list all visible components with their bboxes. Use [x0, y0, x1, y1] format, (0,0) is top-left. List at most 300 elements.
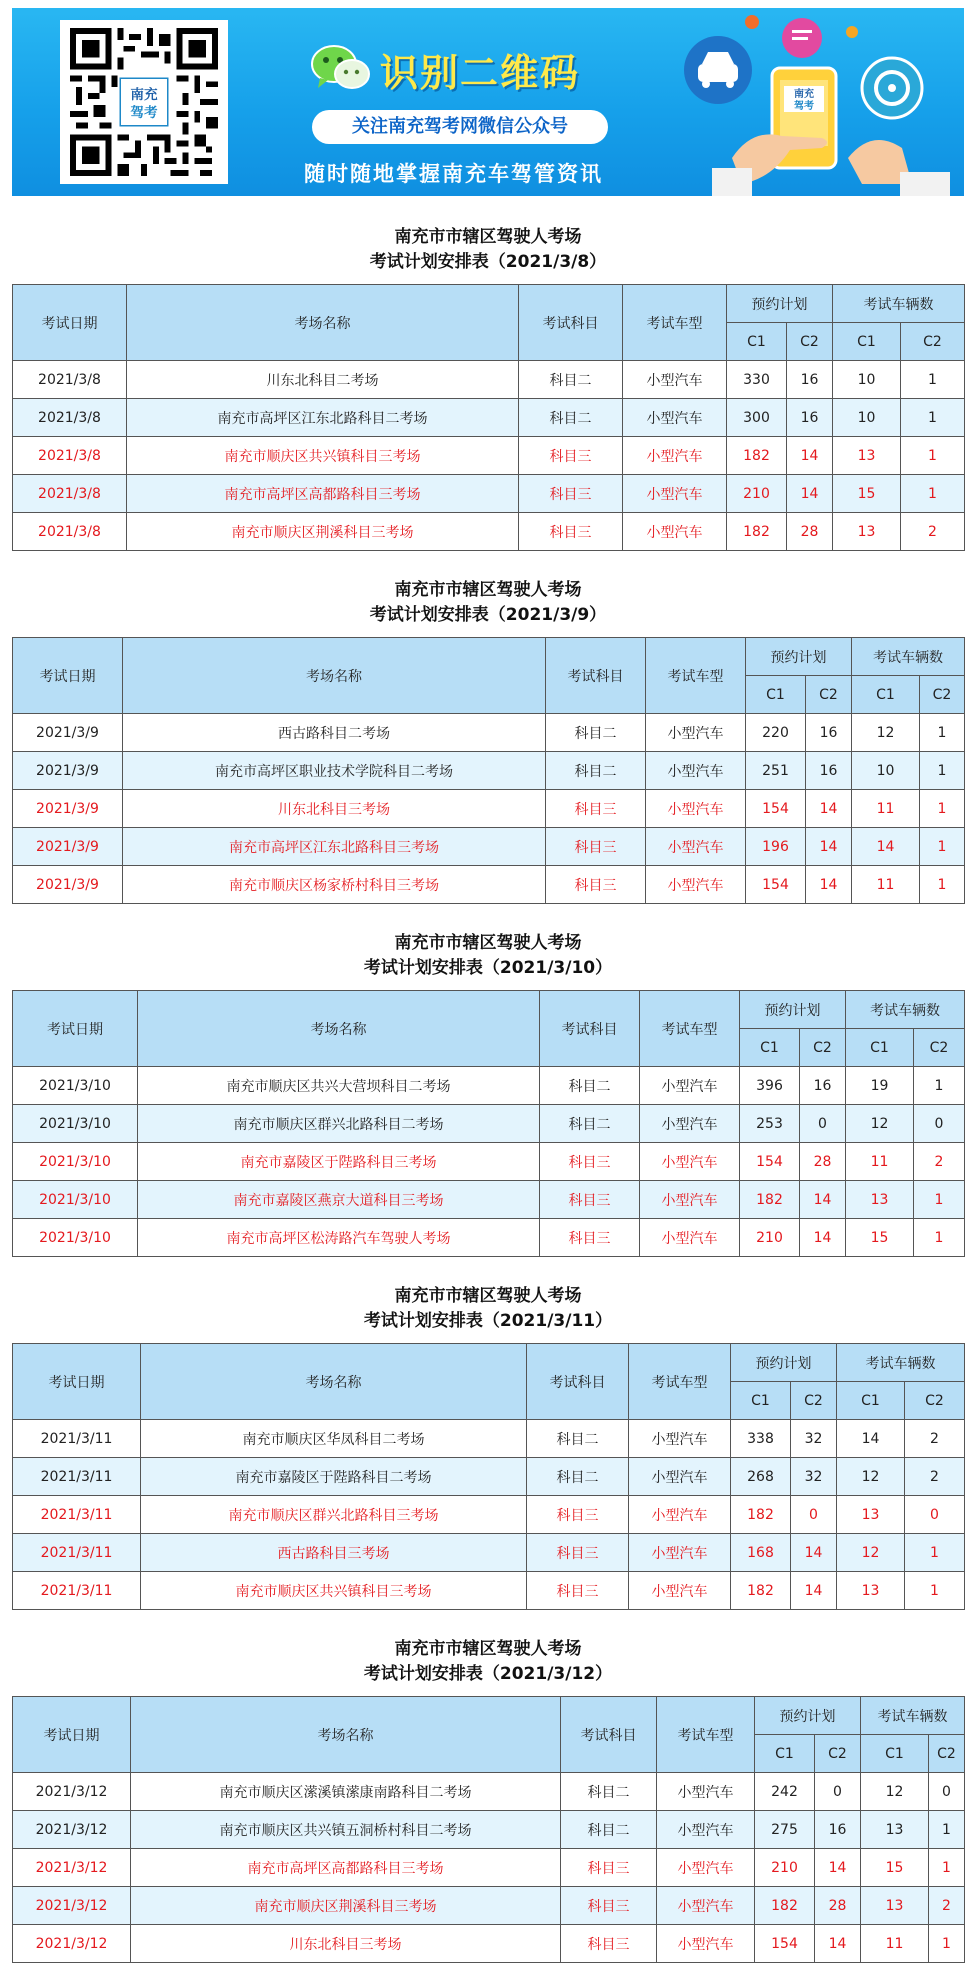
section-title-line1: 南充市市辖区驾驶人考场	[394, 1639, 582, 1659]
cell-cars-c2: 2	[901, 513, 965, 551]
cell-subject: 科目二	[527, 1420, 629, 1458]
cell-plan-c1: 220	[746, 714, 806, 752]
cell-cars-c1: 15	[833, 475, 901, 513]
cell-date: 2021/3/12	[13, 1887, 131, 1925]
cell-cars-c1: 13	[846, 1181, 914, 1219]
header-cars-c2: C2	[901, 323, 965, 361]
table-row	[13, 1458, 965, 1496]
cell-subject: 科目二	[561, 1773, 657, 1811]
cell-cars-c2: 1	[920, 828, 965, 866]
cell-subject: 科目三	[561, 1849, 657, 1887]
cell-date: 2021/3/8	[13, 513, 127, 551]
cell-venue: 南充市高坪区江东北路科目二考场	[127, 399, 519, 437]
cell-cars-c1: 13	[833, 437, 901, 475]
cell-cars-c2: 1	[905, 1534, 965, 1572]
cell-vehicle: 小型汽车	[640, 1219, 740, 1257]
cell-date: 2021/3/9	[13, 752, 123, 790]
cell-date: 2021/3/9	[13, 866, 123, 904]
cell-venue: 南充市顺庆区群兴北路科目三考场	[141, 1496, 527, 1534]
table-row	[13, 1067, 965, 1105]
table-row	[13, 361, 965, 399]
cell-cars-c2: 1	[901, 399, 965, 437]
cell-plan-c2: 16	[815, 1811, 861, 1849]
cell-plan-c1: 182	[727, 513, 787, 551]
table-row	[13, 1887, 965, 1925]
cell-plan-c2: 16	[787, 399, 833, 437]
table-row	[13, 1925, 965, 1963]
cell-venue: 南充市顺庆区荆溪科目三考场	[131, 1887, 561, 1925]
header-subject: 考试科目	[561, 1697, 657, 1773]
cell-venue: 南充市顺庆区华凤科目二考场	[141, 1420, 527, 1458]
cell-plan-c2: 16	[806, 714, 852, 752]
table-row	[13, 828, 965, 866]
header-plan-c1: C1	[727, 323, 787, 361]
table-row	[13, 1219, 965, 1257]
wechat-banner[interactable]	[12, 8, 964, 196]
wechat-icon	[310, 42, 372, 94]
cell-date: 2021/3/11	[13, 1458, 141, 1496]
table-row	[13, 1143, 965, 1181]
header-cars: 考试车辆数	[833, 285, 965, 323]
qr-code	[60, 20, 228, 184]
header-cars-c1: C1	[846, 1029, 914, 1067]
cell-date: 2021/3/10	[13, 1181, 138, 1219]
cell-venue: 南充市高坪区高都路科目三考场	[131, 1849, 561, 1887]
header-plan-c2: C2	[815, 1735, 861, 1773]
header-venue: 考场名称	[127, 285, 519, 361]
cell-plan-c1: 196	[746, 828, 806, 866]
header-vehicle: 考试车型	[657, 1697, 755, 1773]
cell-cars-c2: 1	[920, 866, 965, 904]
cell-cars-c2: 2	[929, 1887, 965, 1925]
cell-cars-c1: 13	[861, 1811, 929, 1849]
cell-venue: 西古路科目二考场	[123, 714, 546, 752]
cell-vehicle: 小型汽车	[646, 866, 746, 904]
cell-cars-c1: 15	[846, 1219, 914, 1257]
cell-vehicle: 小型汽车	[629, 1496, 731, 1534]
cell-plan-c2: 0	[791, 1496, 837, 1534]
schedule-section	[12, 1637, 964, 1963]
schedule-section	[12, 1284, 964, 1610]
cell-cars-c2: 0	[905, 1496, 965, 1534]
cell-cars-c2: 1	[901, 437, 965, 475]
header-cars-c1: C1	[861, 1735, 929, 1773]
cell-vehicle: 小型汽车	[657, 1849, 755, 1887]
cell-subject: 科目二	[546, 714, 646, 752]
cell-plan-c2: 28	[800, 1143, 846, 1181]
phone-logo-line2: 驾考	[794, 101, 814, 112]
cell-plan-c1: 300	[727, 399, 787, 437]
header-date: 考试日期	[13, 1344, 141, 1420]
cell-venue: 南充市高坪区职业技术学院科目二考场	[123, 752, 546, 790]
cell-subject: 科目二	[527, 1458, 629, 1496]
cell-vehicle: 小型汽车	[623, 475, 727, 513]
section-title-line1: 南充市市辖区驾驶人考场	[394, 1286, 582, 1306]
cell-cars-c2: 1	[901, 361, 965, 399]
header-venue: 考场名称	[138, 991, 540, 1067]
cell-venue: 南充市嘉陵区于陛路科目三考场	[138, 1143, 540, 1181]
table-row	[13, 752, 965, 790]
cell-plan-c2: 32	[791, 1420, 837, 1458]
cell-subject: 科目三	[540, 1181, 640, 1219]
cell-cars-c1: 13	[861, 1887, 929, 1925]
cell-cars-c2: 1	[920, 752, 965, 790]
cell-date: 2021/3/12	[13, 1925, 131, 1963]
header-plan: 预约计划	[755, 1697, 861, 1735]
cell-venue: 南充市高坪区高都路科目三考场	[127, 475, 519, 513]
cell-cars-c2: 1	[920, 790, 965, 828]
banner-title: 识别二维码	[380, 51, 581, 95]
cell-cars-c2: 1	[929, 1849, 965, 1887]
cell-plan-c1: 330	[727, 361, 787, 399]
cell-plan-c1: 182	[727, 437, 787, 475]
header-venue: 考场名称	[141, 1344, 527, 1420]
cell-date: 2021/3/10	[13, 1105, 138, 1143]
cell-venue: 南充市顺庆区共兴大营坝科目二考场	[138, 1067, 540, 1105]
header-plan-c1: C1	[740, 1029, 800, 1067]
header-plan-c1: C1	[731, 1382, 791, 1420]
cell-cars-c1: 13	[833, 513, 901, 551]
table-row	[13, 1496, 965, 1534]
cell-subject: 科目二	[519, 399, 623, 437]
header-cars-c1: C1	[837, 1382, 905, 1420]
cell-date: 2021/3/10	[13, 1143, 138, 1181]
cell-plan-c2: 32	[791, 1458, 837, 1496]
cell-plan-c2: 14	[791, 1572, 837, 1610]
cell-cars-c2: 0	[929, 1773, 965, 1811]
cell-vehicle: 小型汽车	[629, 1458, 731, 1496]
cell-date: 2021/3/9	[13, 828, 123, 866]
cell-cars-c1: 11	[852, 790, 920, 828]
cell-subject: 科目三	[546, 866, 646, 904]
cell-vehicle: 小型汽车	[623, 437, 727, 475]
table-row	[13, 475, 965, 513]
cell-date: 2021/3/8	[13, 475, 127, 513]
cell-vehicle: 小型汽车	[629, 1420, 731, 1458]
cell-date: 2021/3/12	[13, 1811, 131, 1849]
cell-date: 2021/3/12	[13, 1849, 131, 1887]
header-venue: 考场名称	[123, 638, 546, 714]
cell-plan-c2: 14	[791, 1534, 837, 1572]
cell-vehicle: 小型汽车	[646, 752, 746, 790]
header-venue: 考场名称	[131, 1697, 561, 1773]
cell-subject: 科目三	[519, 475, 623, 513]
cell-cars-c1: 14	[852, 828, 920, 866]
header-vehicle: 考试车型	[640, 991, 740, 1067]
cell-cars-c2: 1	[905, 1572, 965, 1610]
header-plan-c2: C2	[806, 676, 852, 714]
header-plan-c2: C2	[791, 1382, 837, 1420]
cell-plan-c2: 14	[800, 1181, 846, 1219]
cell-date: 2021/3/8	[13, 361, 127, 399]
cell-venue: 南充市顺庆区共兴镇科目三考场	[141, 1572, 527, 1610]
header-cars-c2: C2	[905, 1382, 965, 1420]
header-subject: 考试科目	[519, 285, 623, 361]
cell-cars-c1: 13	[837, 1572, 905, 1610]
qr-code-icon	[68, 28, 220, 176]
header-cars: 考试车辆数	[846, 991, 965, 1029]
header-cars-c2: C2	[929, 1735, 965, 1773]
header-plan-c2: C2	[800, 1029, 846, 1067]
cell-cars-c2: 1	[914, 1219, 965, 1257]
cell-vehicle: 小型汽车	[646, 714, 746, 752]
cell-venue: 西古路科目三考场	[141, 1534, 527, 1572]
cell-vehicle: 小型汽车	[657, 1887, 755, 1925]
cell-plan-c1: 251	[746, 752, 806, 790]
cell-vehicle: 小型汽车	[623, 399, 727, 437]
qr-logo-line1: 南充	[130, 87, 158, 104]
cell-venue: 川东北科目二考场	[127, 361, 519, 399]
cell-venue: 南充市高坪区松涛路汽车驾驶人考场	[138, 1219, 540, 1257]
cell-subject: 科目三	[527, 1496, 629, 1534]
cell-date: 2021/3/11	[13, 1496, 141, 1534]
table-row	[13, 1105, 965, 1143]
cell-cars-c1: 12	[837, 1458, 905, 1496]
cell-plan-c1: 182	[755, 1887, 815, 1925]
header-vehicle: 考试车型	[646, 638, 746, 714]
cell-subject: 科目二	[540, 1105, 640, 1143]
cell-cars-c1: 12	[852, 714, 920, 752]
cell-cars-c1: 15	[861, 1849, 929, 1887]
cell-subject: 科目二	[561, 1811, 657, 1849]
cell-cars-c1: 13	[837, 1496, 905, 1534]
cell-plan-c2: 14	[806, 866, 852, 904]
header-cars: 考试车辆数	[852, 638, 965, 676]
section-title-line2: 考试计划安排表（2021/3/9）	[369, 605, 607, 625]
header-date: 考试日期	[13, 285, 127, 361]
cell-plan-c2: 16	[806, 752, 852, 790]
chat-icon	[782, 18, 822, 58]
cell-plan-c1: 396	[740, 1067, 800, 1105]
cell-cars-c2: 2	[914, 1143, 965, 1181]
header-cars-c1: C1	[852, 676, 920, 714]
cell-plan-c1: 275	[755, 1811, 815, 1849]
cell-plan-c1: 210	[727, 475, 787, 513]
cell-cars-c2: 1	[929, 1811, 965, 1849]
section-title-line1: 南充市市辖区驾驶人考场	[394, 580, 582, 600]
cell-vehicle: 小型汽车	[640, 1143, 740, 1181]
section-title-line2: 考试计划安排表（2021/3/12）	[363, 1664, 613, 1684]
cell-plan-c1: 253	[740, 1105, 800, 1143]
cell-cars-c1: 11	[852, 866, 920, 904]
cell-cars-c1: 11	[861, 1925, 929, 1963]
car-icon	[684, 36, 752, 104]
banner-follow-pill: 关注南充驾考网微信公众号	[312, 110, 608, 144]
cell-vehicle: 小型汽车	[646, 828, 746, 866]
header-plan: 预约计划	[727, 285, 833, 323]
cell-date: 2021/3/10	[13, 1219, 138, 1257]
cell-venue: 南充市嘉陵区燕京大道科目三考场	[138, 1181, 540, 1219]
cell-cars-c2: 1	[929, 1925, 965, 1963]
cell-vehicle: 小型汽车	[657, 1811, 755, 1849]
cell-cars-c1: 10	[833, 399, 901, 437]
cell-plan-c2: 28	[815, 1887, 861, 1925]
table-row	[13, 1811, 965, 1849]
cell-plan-c2: 14	[815, 1925, 861, 1963]
table-row	[13, 437, 965, 475]
cell-vehicle: 小型汽车	[629, 1534, 731, 1572]
cell-plan-c1: 182	[731, 1572, 791, 1610]
cell-cars-c1: 14	[837, 1420, 905, 1458]
header-date: 考试日期	[13, 991, 138, 1067]
cell-vehicle: 小型汽车	[646, 790, 746, 828]
cell-venue: 川东北科目三考场	[131, 1925, 561, 1963]
schedule-section	[12, 931, 964, 1257]
table-row	[13, 1181, 965, 1219]
header-date: 考试日期	[13, 638, 123, 714]
cell-vehicle: 小型汽车	[640, 1105, 740, 1143]
cell-plan-c1: 154	[755, 1925, 815, 1963]
cell-plan-c1: 210	[755, 1849, 815, 1887]
section-title-line2: 考试计划安排表（2021/3/8）	[369, 252, 607, 272]
cell-subject: 科目三	[527, 1534, 629, 1572]
cell-subject: 科目三	[540, 1143, 640, 1181]
header-plan-c2: C2	[787, 323, 833, 361]
schedule-section	[12, 225, 964, 551]
cell-cars-c2: 1	[920, 714, 965, 752]
cell-vehicle: 小型汽车	[640, 1067, 740, 1105]
schedule-table	[12, 990, 965, 1257]
table-row	[13, 1534, 965, 1572]
cell-cars-c2: 2	[905, 1458, 965, 1496]
cell-plan-c2: 14	[815, 1849, 861, 1887]
schedule-table	[12, 284, 965, 551]
cell-venue: 南充市顺庆区共兴镇五洞桥村科目二考场	[131, 1811, 561, 1849]
cell-subject: 科目二	[519, 361, 623, 399]
schedule-table	[12, 637, 965, 904]
cell-subject: 科目三	[519, 513, 623, 551]
section-title-line1: 南充市市辖区驾驶人考场	[394, 227, 582, 247]
cell-plan-c1: 338	[731, 1420, 791, 1458]
cell-cars-c1: 10	[852, 752, 920, 790]
cell-plan-c1: 154	[746, 866, 806, 904]
cell-subject: 科目三	[540, 1219, 640, 1257]
cell-subject: 科目三	[561, 1925, 657, 1963]
steering-wheel-icon	[862, 58, 922, 118]
cell-venue: 南充市顺庆区共兴镇科目三考场	[127, 437, 519, 475]
header-date: 考试日期	[13, 1697, 131, 1773]
table-row	[13, 790, 965, 828]
cell-vehicle: 小型汽车	[629, 1572, 731, 1610]
cell-plan-c2: 14	[800, 1219, 846, 1257]
banner-subtitle: 随时随地掌握南充车驾管资讯	[304, 162, 603, 186]
header-subject: 考试科目	[540, 991, 640, 1067]
cell-subject: 科目二	[546, 752, 646, 790]
cell-plan-c1: 154	[740, 1143, 800, 1181]
cell-plan-c2: 14	[787, 475, 833, 513]
cell-plan-c2: 16	[787, 361, 833, 399]
cell-plan-c1: 210	[740, 1219, 800, 1257]
cell-plan-c1: 268	[731, 1458, 791, 1496]
cell-subject: 科目三	[546, 828, 646, 866]
cell-cars-c2: 1	[914, 1181, 965, 1219]
table-row	[13, 399, 965, 437]
cell-vehicle: 小型汽车	[623, 361, 727, 399]
qr-logo-line2: 驾考	[130, 104, 158, 121]
cell-subject: 科目三	[527, 1572, 629, 1610]
cell-cars-c2: 0	[914, 1105, 965, 1143]
cell-plan-c2: 0	[815, 1773, 861, 1811]
cell-date: 2021/3/9	[13, 714, 123, 752]
cell-venue: 南充市高坪区江东北路科目三考场	[123, 828, 546, 866]
header-cars-c2: C2	[920, 676, 965, 714]
cell-plan-c2: 14	[787, 437, 833, 475]
cell-date: 2021/3/12	[13, 1773, 131, 1811]
cell-cars-c1: 10	[833, 361, 901, 399]
header-subject: 考试科目	[546, 638, 646, 714]
cell-plan-c1: 154	[746, 790, 806, 828]
cell-cars-c1: 12	[846, 1105, 914, 1143]
cell-subject: 科目二	[540, 1067, 640, 1105]
table-row	[13, 1420, 965, 1458]
cell-plan-c1: 242	[755, 1773, 815, 1811]
cell-vehicle: 小型汽车	[657, 1925, 755, 1963]
header-plan-c1: C1	[746, 676, 806, 714]
cell-plan-c2: 0	[800, 1105, 846, 1143]
cell-subject: 科目三	[546, 790, 646, 828]
cell-plan-c2: 14	[806, 790, 852, 828]
cell-subject: 科目三	[561, 1887, 657, 1925]
cell-plan-c1: 168	[731, 1534, 791, 1572]
cell-date: 2021/3/11	[13, 1572, 141, 1610]
header-cars: 考试车辆数	[861, 1697, 965, 1735]
cell-plan-c2: 14	[806, 828, 852, 866]
cell-cars-c2: 1	[914, 1067, 965, 1105]
cell-date: 2021/3/10	[13, 1067, 138, 1105]
section-title-line2: 考试计划安排表（2021/3/10）	[363, 958, 613, 978]
cell-subject: 科目三	[519, 437, 623, 475]
cell-cars-c2: 1	[901, 475, 965, 513]
cell-cars-c1: 19	[846, 1067, 914, 1105]
section-title-line1: 南充市市辖区驾驶人考场	[394, 933, 582, 953]
header-cars: 考试车辆数	[837, 1344, 965, 1382]
cell-date: 2021/3/11	[13, 1534, 141, 1572]
cell-cars-c1: 12	[861, 1773, 929, 1811]
header-plan-c1: C1	[755, 1735, 815, 1773]
cell-venue: 南充市顺庆区潆溪镇潆康南路科目二考场	[131, 1773, 561, 1811]
cell-date: 2021/3/8	[13, 437, 127, 475]
schedule-section	[12, 578, 964, 904]
header-vehicle: 考试车型	[623, 285, 727, 361]
cell-venue: 南充市顺庆区杨家桥村科目三考场	[123, 866, 546, 904]
cell-date: 2021/3/11	[13, 1420, 141, 1458]
cell-venue: 南充市顺庆区群兴北路科目二考场	[138, 1105, 540, 1143]
header-cars-c2: C2	[914, 1029, 965, 1067]
table-row	[13, 1849, 965, 1887]
header-subject: 考试科目	[527, 1344, 629, 1420]
cell-plan-c2: 16	[800, 1067, 846, 1105]
table-row	[13, 714, 965, 752]
cell-venue: 南充市顺庆区荆溪科目三考场	[127, 513, 519, 551]
cell-venue: 川东北科目三考场	[123, 790, 546, 828]
header-cars-c1: C1	[833, 323, 901, 361]
header-vehicle: 考试车型	[629, 1344, 731, 1420]
cell-cars-c1: 11	[846, 1143, 914, 1181]
cell-vehicle: 小型汽车	[623, 513, 727, 551]
cell-date: 2021/3/8	[13, 399, 127, 437]
header-plan: 预约计划	[731, 1344, 837, 1382]
cell-vehicle: 小型汽车	[657, 1773, 755, 1811]
schedule-table	[12, 1696, 965, 1963]
cell-venue: 南充市嘉陵区于陛路科目二考场	[141, 1458, 527, 1496]
table-row	[13, 1773, 965, 1811]
cell-date: 2021/3/9	[13, 790, 123, 828]
table-row	[13, 1572, 965, 1610]
table-row	[13, 513, 965, 551]
cell-plan-c1: 182	[740, 1181, 800, 1219]
cell-plan-c1: 182	[731, 1496, 791, 1534]
header-plan: 预约计划	[746, 638, 852, 676]
